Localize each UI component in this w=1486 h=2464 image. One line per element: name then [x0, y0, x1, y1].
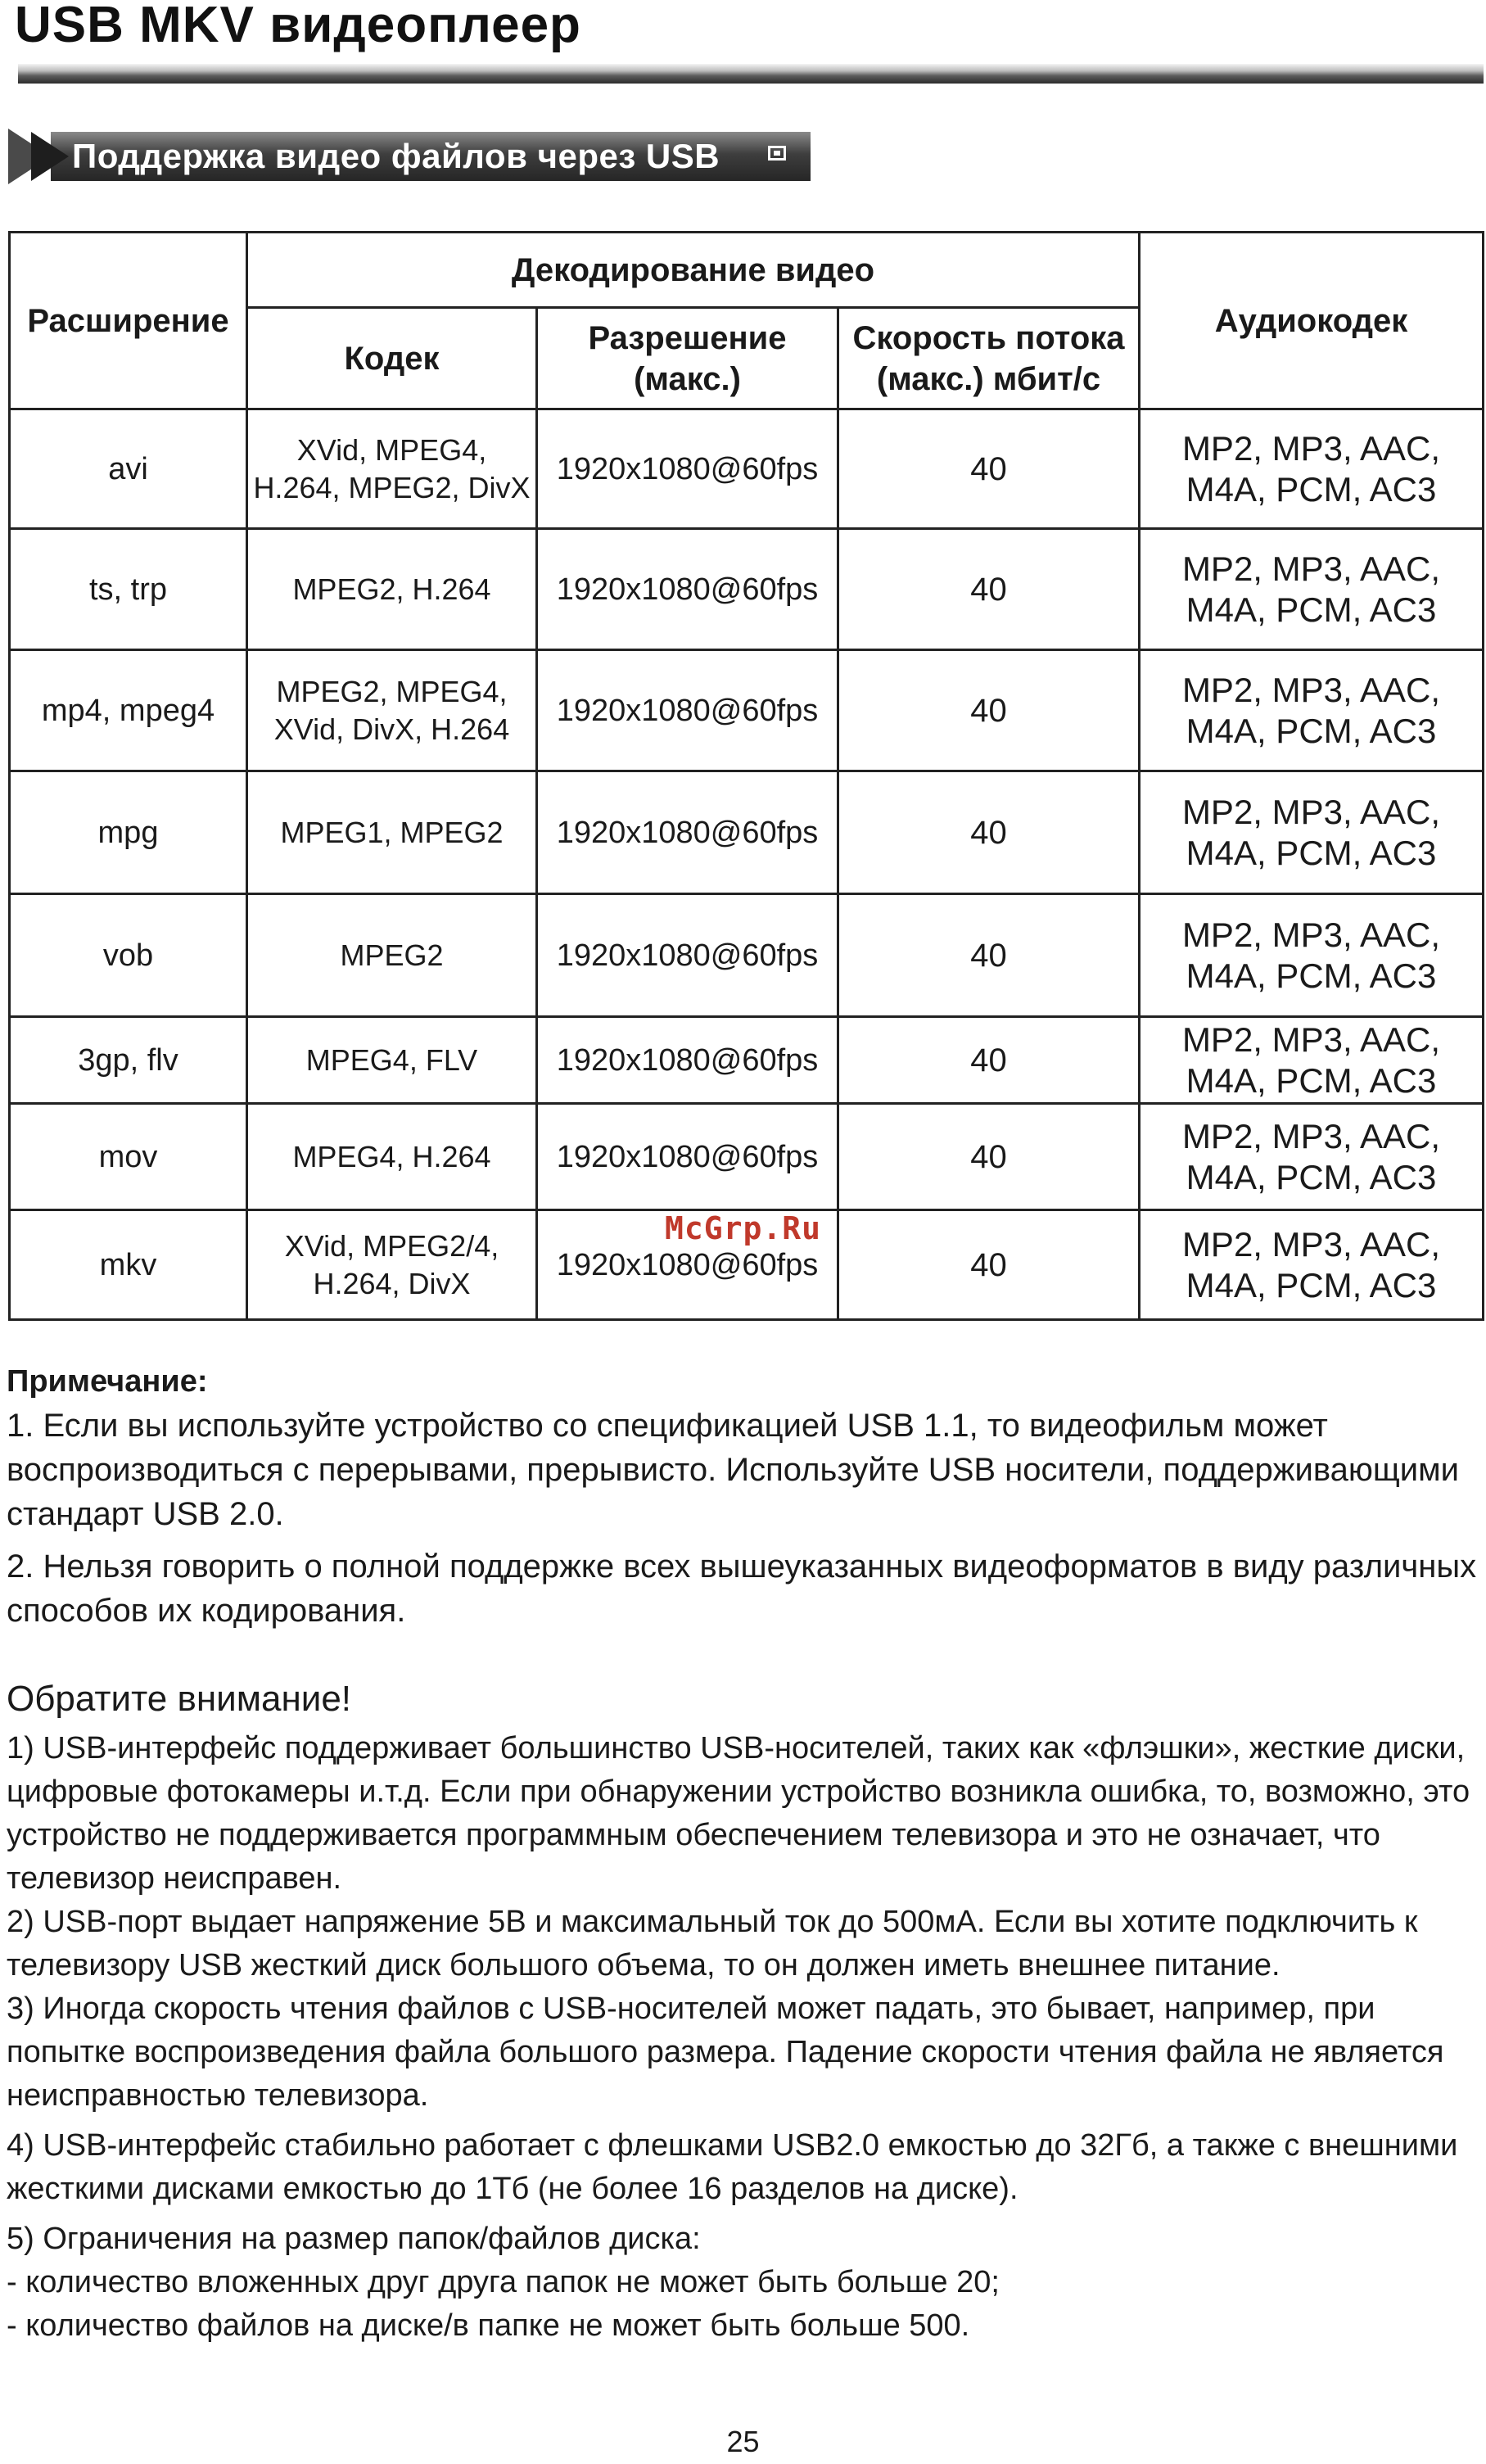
cell-codec: XVid, MPEG2/4, H.264, DivX [247, 1210, 537, 1320]
header-bitrate: Скорость потока (макс.) мбит/с [838, 308, 1140, 409]
cell-audio-codec: MP2, MP3, AAC, M4A, PCM, AC3 [1140, 1210, 1484, 1320]
attention-item: 2) USB-порт выдает напряжение 5В и максимальный ток до 500мА. Если вы хотите подключить к телевизору USB жесткий диск большого объема, то он должен иметь внешнее питание. [7, 1905, 1418, 1983]
page-number: 25 [726, 2425, 760, 2458]
section-banner [8, 129, 811, 184]
cell-extension: vob [10, 894, 247, 1017]
attention-section [7, 1675, 1480, 2348]
attention-item: 5) Ограничения на размер папок/файлов диска: [7, 2222, 701, 2256]
cell-bitrate: 40 [838, 409, 1140, 529]
cell-bitrate: 40 [838, 1210, 1140, 1320]
cell-audio-codec: MP2, MP3, AAC, M4A, PCM, AC3 [1140, 771, 1484, 894]
cell-resolution: 1920x1080@60fps [537, 1017, 838, 1104]
cell-bitrate: 40 [838, 894, 1140, 1017]
cell-codec: MPEG2, MPEG4, XVid, DivX, H.264 [247, 650, 537, 771]
attention-item: 4) USB-интерфейс стабильно работает с флешками USB2.0 емкостью до 32Гб, а также с внешними жесткими дисками емкостью до 1Тб (не более 16 разделов на диске). [7, 2128, 1458, 2206]
attention-item: 1) USB-интерфейс поддерживает большинство USB-носителей, таких как «флэшки», жесткие диски, цифровые фотокамеры и.т.д. Если при обнаружении устройство возникла ошибка, то, возможно, это устройство не поддерживается программным обеспечением телевизора и это не означает, что телевизор неисправен. [7, 1731, 1470, 1896]
cell-audio-codec: MP2, MP3, AAC, M4A, PCM, AC3 [1140, 1017, 1484, 1104]
cell-resolution: 1920x1080@60fps [537, 1104, 838, 1210]
cell-resolution: 1920x1080@60fps [537, 771, 838, 894]
header-video-decoding: Декодирование видео [247, 233, 1140, 308]
cell-bitrate: 40 [838, 650, 1140, 771]
square-icon [768, 146, 786, 160]
cell-bitrate: 40 [838, 771, 1140, 894]
cell-extension: mpg [10, 771, 247, 894]
table-row [10, 1104, 1484, 1210]
cell-extension: avi [10, 409, 247, 529]
cell-resolution: 1920x1080@60fps [537, 1210, 838, 1320]
cell-codec: MPEG2, H.264 [247, 529, 537, 650]
section-title: Поддержка видео файлов через USB [72, 137, 720, 175]
attention-item: - количество вложенных друг друга папок не может быть больше 20; [7, 2265, 1000, 2299]
title-divider [18, 64, 1484, 84]
table-row [10, 771, 1484, 894]
cell-audio-codec: MP2, MP3, AAC, M4A, PCM, AC3 [1140, 1104, 1484, 1210]
cell-bitrate: 40 [838, 1104, 1140, 1210]
table-row [10, 529, 1484, 650]
cell-extension: ts, trp [10, 529, 247, 650]
header-resolution: Разрешение (макс.) [537, 308, 838, 409]
cell-audio-codec: MP2, MP3, AAC, M4A, PCM, AC3 [1140, 894, 1484, 1017]
attention-item: 3) Иногда скорость чтения файлов с USB-носителей может падать, это бывает, например, при попытке воспроизведения файла большого размера. Падение скорости чтения файла не является неисправностью телевизора. [7, 1992, 1444, 2113]
cell-audio-codec: MP2, MP3, AAC, M4A, PCM, AC3 [1140, 529, 1484, 650]
table-row [10, 409, 1484, 529]
cell-extension: mov [10, 1104, 247, 1210]
note-item: 2. Нельзя говорить о полной поддержке всех вышеуказанных видеоформатов в виду различных способов их кодирования. [7, 1548, 1477, 1629]
cell-audio-codec: MP2, MP3, AAC, M4A, PCM, AC3 [1140, 650, 1484, 771]
cell-resolution: 1920x1080@60fps [537, 529, 838, 650]
cell-bitrate: 40 [838, 529, 1140, 650]
table-row [10, 1017, 1484, 1104]
attention-item: - количество файлов на диске/в папке не может быть больше 500. [7, 2308, 970, 2343]
cell-codec: MPEG4, H.264 [247, 1104, 537, 1210]
cell-codec: XVid, MPEG4, H.264, MPEG2, DivX [247, 409, 537, 529]
notes-heading: Примечание: [7, 1364, 208, 1399]
watermark: McGrp.Ru [665, 1210, 822, 1246]
cell-extension: 3gp, flv [10, 1017, 247, 1104]
cell-codec: MPEG2 [247, 894, 537, 1017]
cell-codec: MPEG4, FLV [247, 1017, 537, 1104]
cell-audio-codec: MP2, MP3, AAC, M4A, PCM, AC3 [1140, 409, 1484, 529]
cell-resolution: 1920x1080@60fps [537, 650, 838, 771]
cell-bitrate: 40 [838, 1017, 1140, 1104]
table-row [10, 894, 1484, 1017]
cell-resolution: 1920x1080@60fps [537, 409, 838, 529]
note-item: 1. Если вы используйте устройство со спецификацией USB 1.1, то видеофильм может воспроизводиться с перерывами, прерывисто. Используйте USB носители, поддерживающими стандарт USB 2.0. [7, 1408, 1459, 1532]
table-row [10, 650, 1484, 771]
header-audio-codec: Аудиокодек [1140, 233, 1484, 409]
codec-table [8, 231, 1484, 1321]
header-codec: Кодек [247, 308, 537, 409]
cell-extension: mkv [10, 1210, 247, 1320]
cell-codec: MPEG1, MPEG2 [247, 771, 537, 894]
cell-extension: mp4, mpeg4 [10, 650, 247, 771]
notes-section [7, 1359, 1480, 1633]
header-extension: Расширение [10, 233, 247, 409]
cell-resolution: 1920x1080@60fps [537, 894, 838, 1017]
attention-heading: Обратите внимание! [7, 1679, 352, 1719]
page-title: USB MKV видеоплеер [15, 0, 581, 53]
chevron-right-inner-icon [31, 132, 69, 181]
